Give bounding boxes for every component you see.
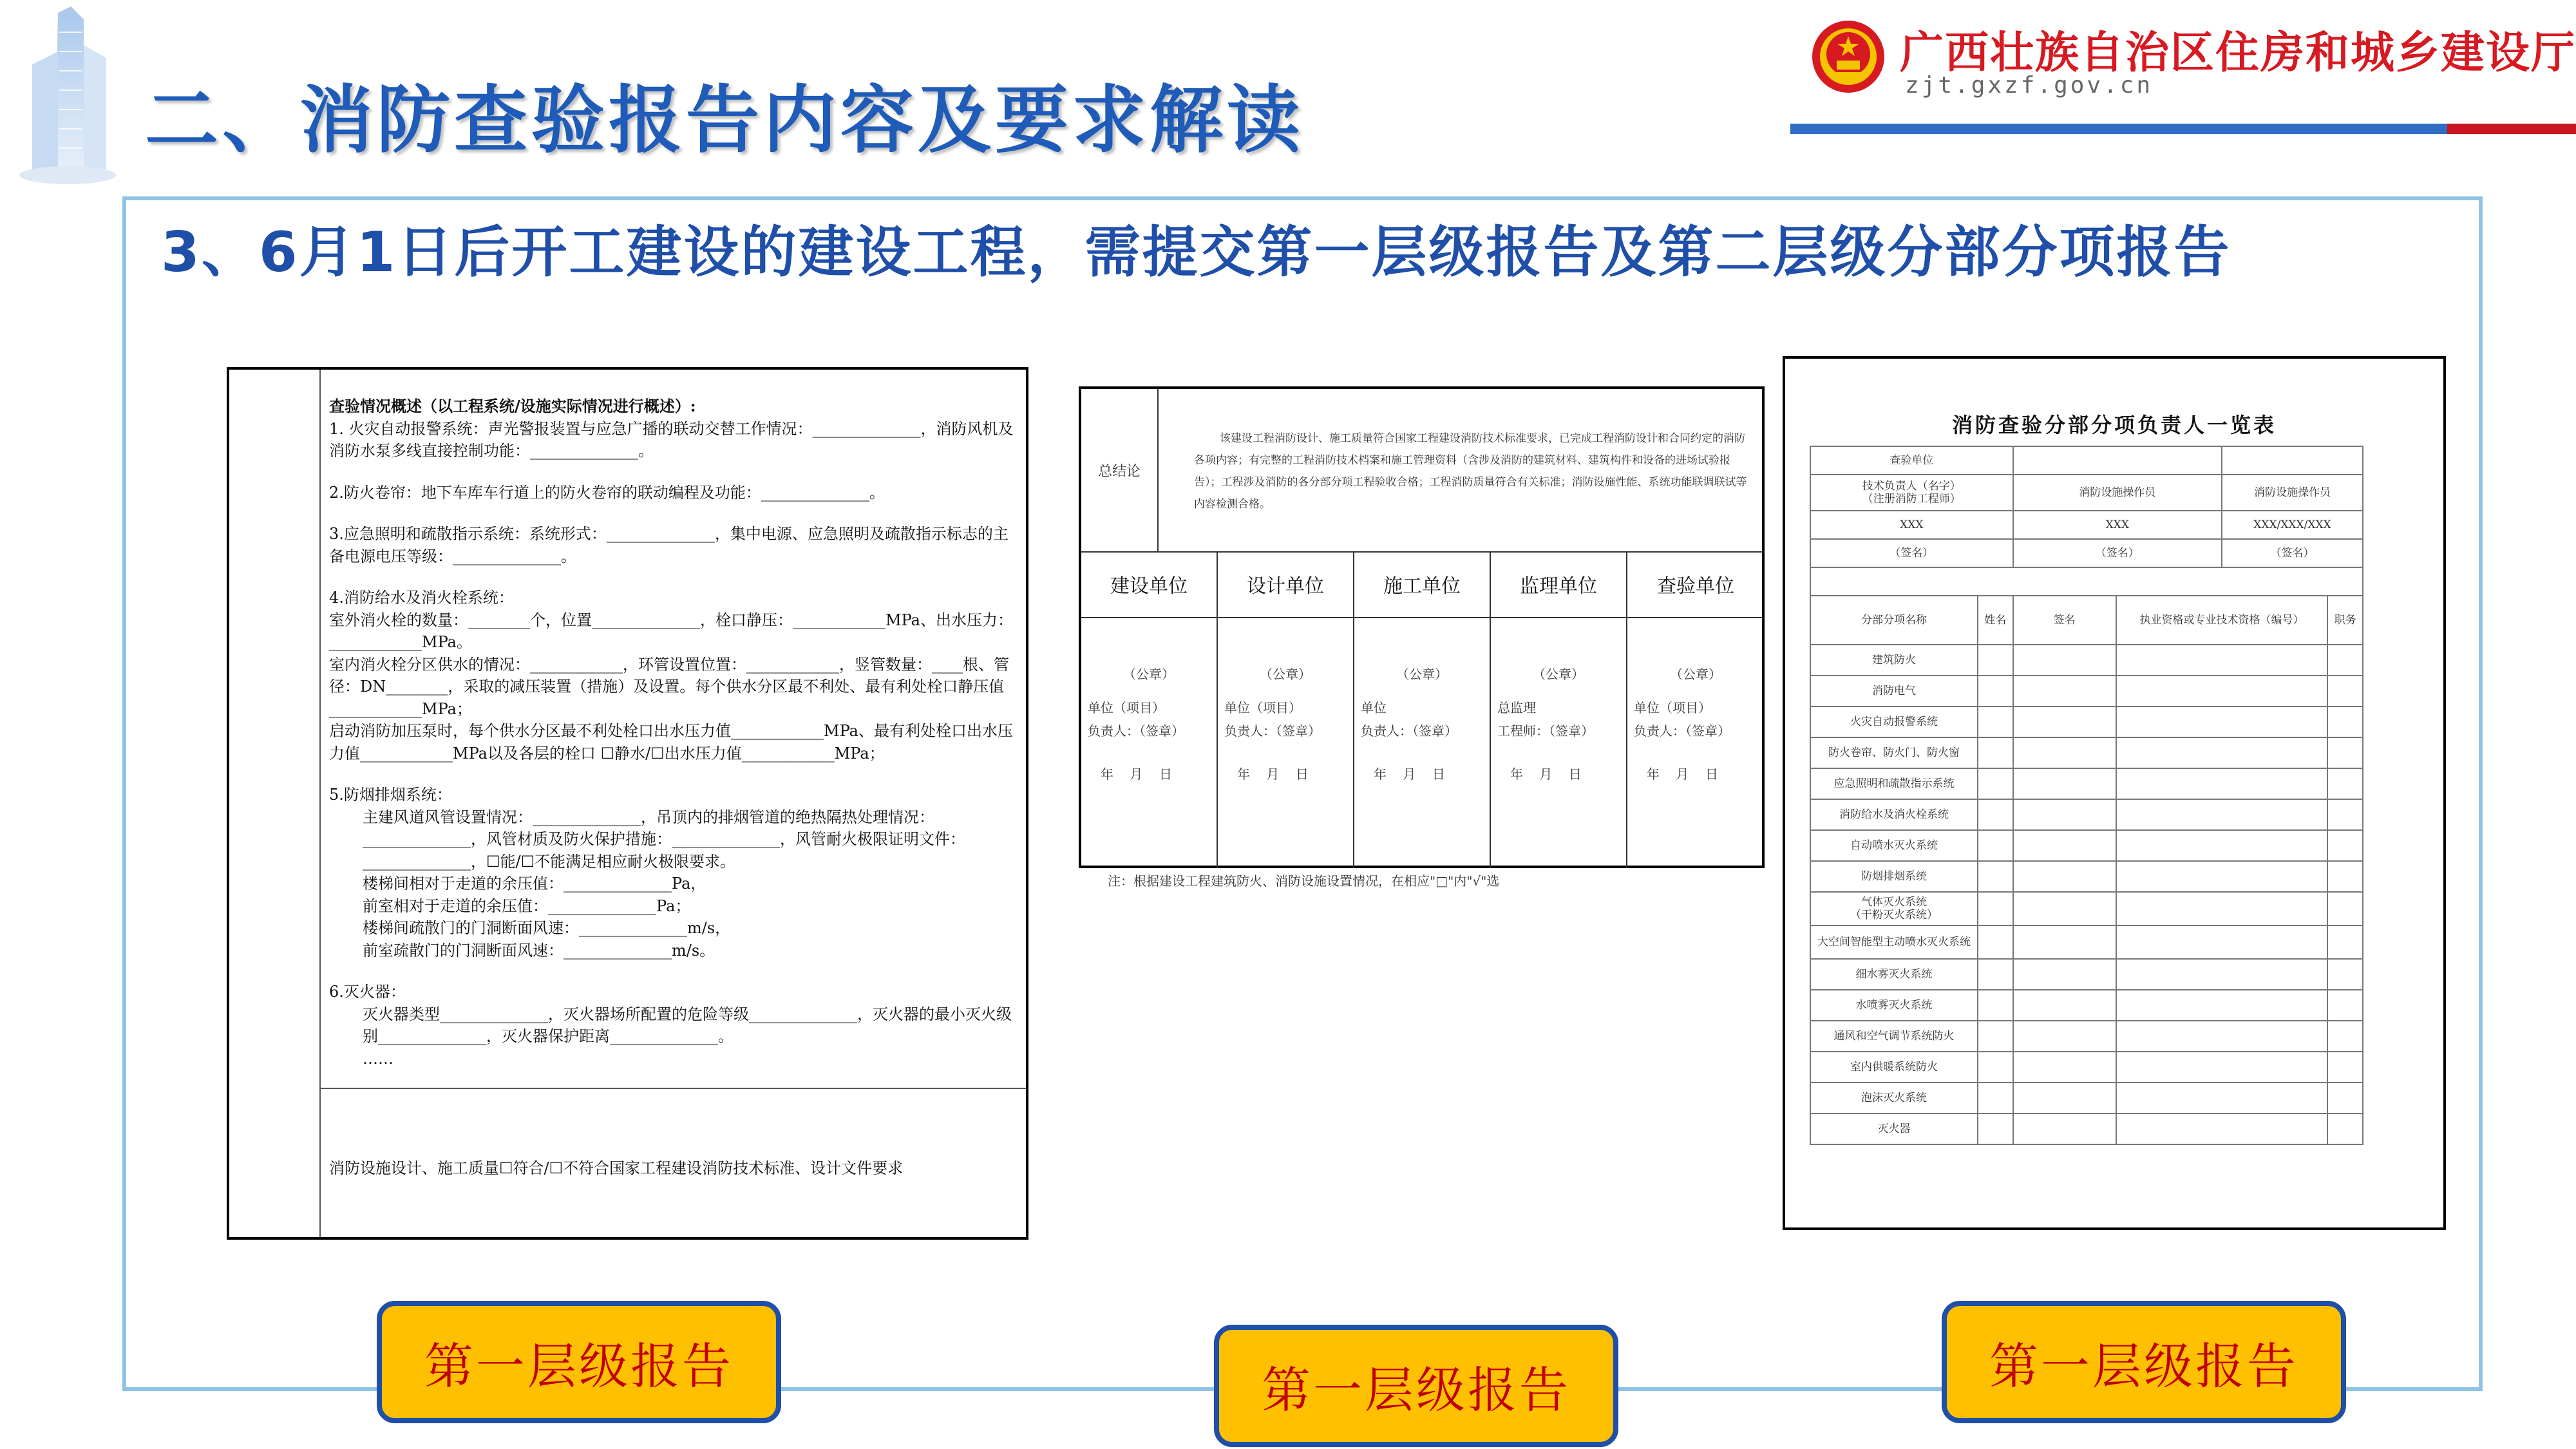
empty-cell [2116, 990, 2328, 1021]
table-row [1810, 830, 2363, 861]
table-row [1810, 768, 2363, 799]
official-seal-label: （公章） [1123, 667, 1175, 682]
empty-cell [2013, 1113, 2116, 1144]
report-page-responsible-persons [1783, 356, 2446, 1230]
empty-cell [2116, 676, 2328, 706]
section-subtitle: 3、6月1日后开工建设的建设工程，需提交第一层级报告及第二层级分部分项报告 [161, 220, 2231, 285]
column-header: 职务 [2327, 596, 2363, 645]
summary-line: 查验情况概述（以工程系统/设施实际情况进行概述）: [329, 397, 696, 415]
paragraph-gap [329, 764, 1015, 784]
column-heading: 查验单位 [1657, 575, 1734, 598]
signature-column [1491, 551, 1627, 868]
empty-cell [2327, 861, 2363, 892]
table-row [1810, 676, 2363, 706]
empty-cell [2327, 768, 2363, 799]
empty-cell [2116, 830, 2328, 861]
table-row [1810, 799, 2363, 830]
empty-cell [2116, 799, 2328, 830]
item-name-cell: 应急照明和疏散指示系统 [1810, 768, 1978, 799]
summary-line: 室外消火栓的数量：________个，位置______________，栓口静压：____________MPa、出水压力：____________MPa。 [329, 611, 1013, 651]
empty-cell [2327, 925, 2363, 959]
empty-cell [2116, 925, 2328, 959]
item-name-cell: 室内供暖系统防火 [1810, 1052, 1978, 1083]
summary-line: 灭火器类型______________，灭火器场所配置的危险等级______________，灭火器的最小灭火级别______________，灭火器保护距离______________。 [363, 1005, 1012, 1045]
date-label: 年 月 日 [1101, 766, 1172, 782]
table-row [1810, 446, 2363, 475]
header-divider-red [2447, 124, 2576, 134]
table-row [1810, 1113, 2363, 1144]
empty-cell [2013, 990, 2116, 1021]
signature-column [1354, 551, 1491, 868]
empty-cell [2116, 959, 2328, 990]
conclusion-note: 注：根据建设工程建筑防火、消防设施设置情况，在相应"□"内"√"选 [1108, 873, 1500, 889]
paragraph-gap [329, 961, 1015, 981]
table-cell: 消防设施操作员 [2013, 475, 2222, 511]
empty-cell [2013, 737, 2116, 768]
item-name-cell: 消防给水及消火栓系统 [1810, 799, 1978, 830]
empty-cell [2327, 1052, 2363, 1083]
level-one-report-button[interactable]: 第一层级报告 [1942, 1301, 2346, 1423]
empty-cell [1978, 925, 2013, 959]
table-cell [2222, 446, 2363, 475]
empty-cell [2327, 990, 2363, 1021]
signature-label: 单位（项目） 负责人：（签章） [1088, 700, 1184, 739]
item-name-cell: 火灾自动报警系统 [1810, 706, 1978, 737]
official-seal-label: （公章） [1670, 667, 1721, 682]
slide-title: 二、消防查验报告内容及要求解读 [145, 77, 1305, 163]
table-cell [2013, 446, 2222, 475]
column-header: 签名 [2013, 596, 2116, 645]
inspection-conclusion: 消防设施设计、施工质量☐符合/☐不符合国家工程建设消防技术标准、设计文件要求 [329, 1159, 904, 1177]
table-row [1810, 567, 2363, 596]
empty-cell [1978, 1052, 2013, 1083]
empty-cell [2327, 1021, 2363, 1052]
table-row [1810, 706, 2363, 737]
level-one-report-button[interactable]: 第一层级报告 [1214, 1325, 1618, 1447]
signature-column [1081, 551, 1218, 868]
inspection-summary-text [329, 395, 1015, 1070]
item-name-cell: 自动喷水灭火系统 [1810, 830, 1978, 861]
column-heading: 监理单位 [1520, 575, 1597, 598]
header-divider-blue [1790, 124, 2447, 134]
table-row [1810, 1021, 2363, 1052]
empty-cell [2116, 861, 2328, 892]
empty-cell [2327, 1083, 2363, 1113]
empty-cell [2116, 1113, 2328, 1144]
level-one-report-button[interactable]: 第一层级报告 [377, 1301, 781, 1423]
empty-cell [1978, 892, 2013, 925]
paragraph-gap [329, 567, 1015, 587]
official-seal-label: （公章） [1260, 667, 1311, 682]
empty-cell [2327, 737, 2363, 768]
item-name-cell: 泡沫灭火系统 [1810, 1083, 1978, 1113]
table-cell: （签名） [1810, 539, 2013, 567]
table-cell: 技术负责人（名字） （注册消防工程师） [1810, 475, 2013, 511]
empty-cell [2116, 706, 2328, 737]
table-row [1810, 539, 2363, 567]
empty-cell [2013, 706, 2116, 737]
table-row [1810, 475, 2363, 511]
table-divider [319, 1088, 1026, 1089]
item-name-cell: 灭火器 [1810, 1113, 1978, 1144]
empty-cell [2327, 959, 2363, 990]
empty-cell [1978, 645, 2013, 676]
table-row [1810, 925, 2363, 959]
signature-label: 总监理 工程师：（签章） [1497, 700, 1594, 739]
empty-cell [2013, 676, 2116, 706]
table-row [1810, 892, 2363, 925]
responsible-persons-table [1810, 446, 2363, 1145]
national-emblem-icon [1810, 18, 1887, 95]
paragraph-gap [329, 462, 1015, 482]
summary-line: 楼梯间疏散门的门洞断面风速：______________m/s， [363, 919, 731, 937]
report-page-general-conclusion [1079, 386, 1765, 868]
empty-cell [1978, 1083, 2013, 1113]
building-logo [19, 6, 116, 187]
item-name-cell: 气体灭火系统 （干粉灭火系统） [1810, 892, 1978, 925]
column-heading: 施工单位 [1383, 575, 1461, 598]
empty-cell [2116, 737, 2328, 768]
signature-label: 单位（项目） 负责人：（签章） [1634, 700, 1730, 739]
summary-line: 2.防火卷帘：地下车库车行道上的防火卷帘的联动编程及功能：______________。 [329, 483, 885, 502]
empty-cell [2013, 892, 2116, 925]
table-header-row [1810, 596, 2363, 645]
empty-cell [2116, 768, 2328, 799]
paragraph-gap [329, 504, 1015, 523]
summary-line: 3.应急照明和疏散指示系统：系统形式：______________，集中电源、应急照明及疏散指示标志的主备电源电压等级：______________。 [329, 525, 1009, 565]
empty-cell [2013, 925, 2116, 959]
empty-cell [2013, 645, 2116, 676]
org-url: zjt.gxzf.gov.cn [1905, 72, 2154, 99]
summary-line: 前室相对于走道的余压值：______________Pa； [363, 896, 691, 915]
empty-cell [2116, 892, 2328, 925]
empty-cell [1978, 1113, 2013, 1144]
table-row [1810, 861, 2363, 892]
item-name-cell: 通风和空气调节系统防火 [1810, 1021, 1978, 1052]
column-header: 姓名 [1978, 596, 2013, 645]
table-row [1810, 645, 2363, 676]
table-cell [1810, 567, 2363, 596]
table-cell: （签名） [2222, 539, 2363, 567]
date-label: 年 月 日 [1374, 766, 1445, 782]
table-row [1810, 737, 2363, 768]
empty-cell [2327, 706, 2363, 737]
empty-cell [1978, 861, 2013, 892]
table-cell: XXX [2013, 511, 2222, 539]
item-name-cell: 消防电气 [1810, 676, 1978, 706]
empty-cell [1978, 1021, 2013, 1052]
empty-cell [2327, 645, 2363, 676]
empty-cell [2116, 1052, 2328, 1083]
item-name-cell: 大空间智能型主动喷水灭火系统 [1810, 925, 1978, 959]
summary-line: 6.灭火器： [329, 983, 406, 1001]
table-row [1810, 1052, 2363, 1083]
table-row [1810, 990, 2363, 1021]
empty-cell [2327, 676, 2363, 706]
table-cell: XXX/XXX/XXX [2222, 511, 2363, 539]
empty-cell [2013, 959, 2116, 990]
empty-cell [2013, 1052, 2116, 1083]
summary-line: 室内消火栓分区供水的情况：____________，环管设置位置：____________，竖管数量：____根、管径：DN________，采取的减压装置（措施）及设置。每个供水分区最不利处、最有利处栓口静压值____________MPa； [329, 655, 1009, 718]
empty-cell [1978, 737, 2013, 768]
item-name-cell: 细水雾灭火系统 [1810, 959, 1978, 990]
empty-cell [1978, 959, 2013, 990]
empty-cell [1978, 990, 2013, 1021]
table-cell: 消防设施操作员 [2222, 475, 2363, 511]
item-name-cell: 水喷雾灭火系统 [1810, 990, 1978, 1021]
summary-line: 前室疏散门的门洞断面风速：______________m/s。 [363, 941, 715, 960]
empty-cell [1978, 706, 2013, 737]
empty-cell [2327, 1113, 2363, 1144]
summary-line: 4.消防给水及消火栓系统： [329, 589, 514, 607]
summary-line: 楼梯间相对于走道的余压值：______________Pa， [363, 875, 706, 893]
empty-cell [2327, 830, 2363, 861]
empty-cell [2116, 1083, 2328, 1113]
table-row [1810, 1083, 2363, 1113]
table-row [1810, 959, 2363, 990]
empty-cell [2327, 892, 2363, 925]
table-divider [319, 370, 321, 1237]
table-cell: XXX [1810, 511, 2013, 539]
date-label: 年 月 日 [1510, 766, 1582, 782]
empty-cell [2013, 1021, 2116, 1052]
conclusion-text: 该建设工程消防设计、施工质量符合国家工程建设消防技术标准要求，已完成工程消防设计和合同约定的消防各项内容；有完整的工程消防技术档案和施工管理资料（含涉及消防的建筑材料、建筑构件和设备的进场试验报告）；工程涉及消防的各分部分项工程验收合格；工程消防质量符合有关标准；消防设施性能、系统功能联调联试等内容检测合格。 [1194, 432, 1747, 511]
empty-cell [1978, 799, 2013, 830]
signature-column [1627, 551, 1764, 868]
item-name-cell: 建筑防火 [1810, 645, 1978, 676]
signature-label: 单位 负责人：（签章） [1361, 700, 1457, 739]
empty-cell [2327, 799, 2363, 830]
summary-line: 5.防烟排烟系统： [329, 786, 452, 804]
conclusion-label: 总结论 [1081, 389, 1159, 551]
column-heading: 设计单位 [1247, 575, 1324, 598]
summary-line: …… [363, 1049, 393, 1068]
official-seal-label: （公章） [1396, 667, 1448, 682]
empty-cell [2116, 1021, 2328, 1052]
empty-cell [2116, 645, 2328, 676]
table-cell: 查验单位 [1810, 446, 2013, 475]
signature-column [1218, 551, 1354, 868]
org-name: 广西壮族自治区住房和城乡建设厅 [1900, 28, 2576, 79]
summary-line: 启动消防加压泵时，每个供水分区最不利处栓口出水压力值____________MPa、最有利处栓口出水压力值____________MPa以及各层的栓口 ☐静水/☐出水压力值____________MPa； [329, 722, 1013, 762]
summary-line: 1. 火灾自动报警系统：声光警报装置与应急广播的联动交替工作情况：______________，消防风机及消防水泵多线直接控制功能：______________。 [329, 419, 1014, 460]
date-label: 年 月 日 [1237, 766, 1309, 782]
empty-cell [2013, 861, 2116, 892]
item-name-cell: 防烟排烟系统 [1810, 861, 1978, 892]
empty-cell [2013, 1083, 2116, 1113]
table-cell: （签名） [2013, 539, 2222, 567]
signature-label: 单位（项目） 负责人：（签章） [1224, 700, 1321, 739]
date-label: 年 月 日 [1647, 766, 1718, 782]
column-header: 分部分项名称 [1810, 596, 1978, 645]
responsible-table-title: 消防查验分部分项负责人一览表 [1951, 413, 2277, 437]
item-name-cell: 防火卷帘、防火门、防火窗 [1810, 737, 1978, 768]
empty-cell [2013, 768, 2116, 799]
official-seal-label: （公章） [1533, 667, 1584, 682]
report-page-inspection-summary [227, 367, 1028, 1240]
column-heading: 建设单位 [1110, 575, 1188, 598]
empty-cell [2013, 830, 2116, 861]
summary-line: 主建风道风管设置情况：______________，吊顶内的排烟管道的绝热隔热处理情况：______________，风管材质及防火保护措施：______________，风管耐火极限证明文件：______________，☐能/☐不能满足相应耐火极限要求。 [363, 808, 965, 871]
column-header: 执业资格或专业技术资格（编号） [2116, 596, 2328, 645]
empty-cell [1978, 768, 2013, 799]
empty-cell [1978, 676, 2013, 706]
empty-cell [2013, 799, 2116, 830]
empty-cell [1978, 830, 2013, 861]
table-row [1810, 511, 2363, 539]
